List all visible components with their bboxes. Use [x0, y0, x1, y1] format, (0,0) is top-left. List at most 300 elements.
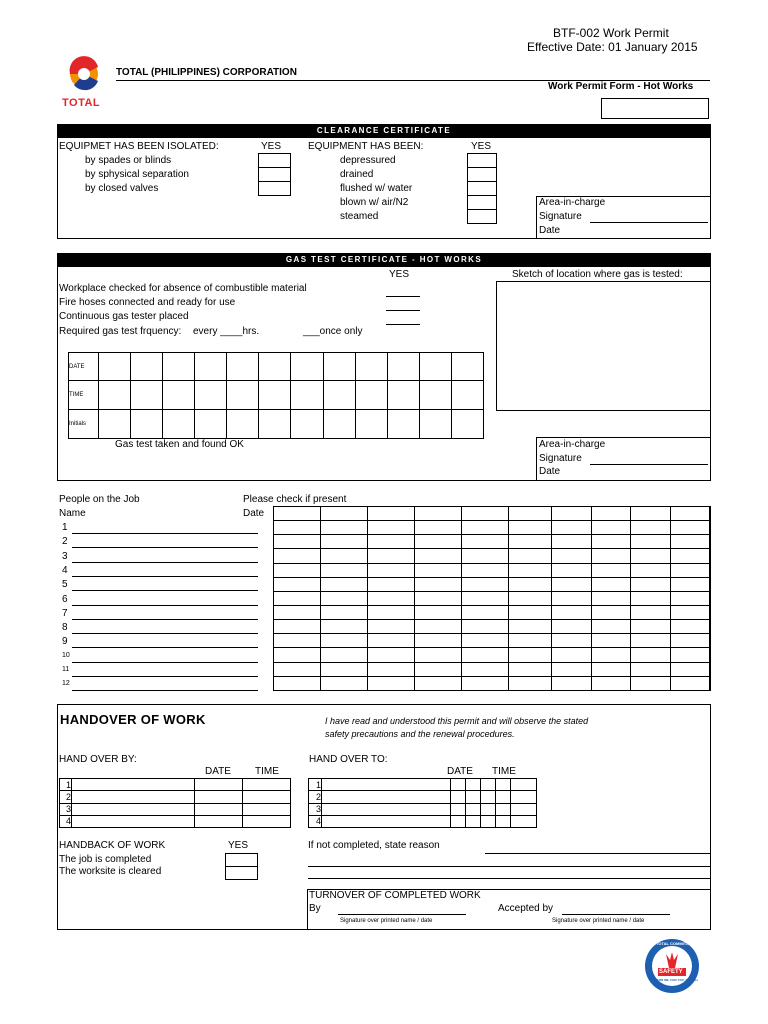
- to-time-header: TIME: [492, 766, 516, 777]
- attendance-check-cell[interactable]: [552, 535, 591, 549]
- gas-yes-line-2[interactable]: [386, 310, 420, 311]
- attendance-check-cell[interactable]: [631, 563, 670, 577]
- attendance-check-cell[interactable]: [368, 634, 415, 648]
- attendance-check-cell[interactable]: [321, 620, 368, 634]
- attendance-check-cell[interactable]: [415, 662, 462, 676]
- date-cell[interactable]: [195, 791, 243, 803]
- attendance-check-cell[interactable]: [591, 676, 630, 690]
- attendance-check-cell[interactable]: [631, 676, 670, 690]
- reason-line-2[interactable]: [308, 866, 710, 867]
- person-number: 10: [62, 652, 70, 659]
- attendance-check-cell[interactable]: [462, 676, 509, 690]
- attendance-check-cell[interactable]: [631, 521, 670, 535]
- attendance-check-cell[interactable]: [368, 591, 415, 605]
- isolated-item-3: by closed valves: [85, 183, 159, 194]
- attendance-check-cell[interactable]: [321, 549, 368, 563]
- hand-over-by-row: [60, 803, 291, 815]
- date-cell[interactable]: [195, 779, 243, 791]
- attendance-date-cell[interactable]: [274, 507, 321, 521]
- time-cell[interactable]: [481, 779, 496, 791]
- date-cell[interactable]: [466, 815, 481, 827]
- gas-grid-cell[interactable]: [451, 410, 483, 439]
- attendance-check-cell[interactable]: [462, 662, 509, 676]
- isolated-checkbox-3[interactable]: [258, 181, 291, 196]
- check-present-label: Please check if present: [243, 494, 347, 505]
- person-number: 12: [62, 680, 70, 687]
- time-cell[interactable]: [243, 803, 291, 815]
- gas-grid-cell[interactable]: [259, 410, 291, 439]
- gas-grid-cell[interactable]: [163, 381, 195, 410]
- attendance-check-cell[interactable]: [415, 605, 462, 619]
- attendance-check-cell[interactable]: [710, 563, 711, 577]
- attendance-check-cell[interactable]: [462, 648, 509, 662]
- date-cell[interactable]: [195, 803, 243, 815]
- attendance-check-cell[interactable]: [321, 676, 368, 690]
- attendance-check-cell[interactable]: [591, 549, 630, 563]
- gas-grid-cell[interactable]: [355, 410, 387, 439]
- gas-grid-initials-label: Initials: [69, 410, 99, 439]
- accepted-by-line[interactable]: [562, 914, 670, 915]
- person-name-line[interactable]: [72, 662, 258, 663]
- attendance-date-cell[interactable]: [591, 507, 630, 521]
- frequency-every[interactable]: every ____hrs.: [193, 326, 260, 337]
- attendance-check-cell[interactable]: [631, 634, 670, 648]
- gas-grid-time-label: TIME: [69, 381, 99, 410]
- attendance-check-cell[interactable]: [274, 591, 321, 605]
- name-label: Name: [59, 508, 86, 519]
- attendance-date-cell[interactable]: [415, 507, 462, 521]
- gas-grid-cell[interactable]: [419, 381, 451, 410]
- isolated-checkbox-2[interactable]: [258, 167, 291, 182]
- attendance-check-cell[interactable]: [710, 521, 711, 535]
- gas-grid-cell[interactable]: [355, 353, 387, 381]
- attendance-check-cell[interactable]: [321, 591, 368, 605]
- attendance-check-cell[interactable]: [509, 676, 552, 690]
- effective-date: Effective Date: 01 January 2015: [527, 40, 698, 54]
- attendance-check-cell[interactable]: [509, 577, 552, 591]
- gas-grid-date-label: DATE: [69, 353, 99, 381]
- attendance-check-cell[interactable]: [415, 521, 462, 535]
- person-name-line[interactable]: [72, 605, 258, 606]
- attendance-check-cell[interactable]: [321, 662, 368, 676]
- been-checkbox-5[interactable]: [467, 209, 497, 224]
- attendance-check-cell[interactable]: [670, 549, 709, 563]
- row-number: 3: [60, 803, 72, 815]
- time-cell[interactable]: [481, 815, 496, 827]
- attendance-check-cell[interactable]: [462, 591, 509, 605]
- attendance-check-cell[interactable]: [631, 620, 670, 634]
- time-cell[interactable]: [481, 803, 496, 815]
- attendance-check-cell[interactable]: [509, 549, 552, 563]
- attendance-check-cell[interactable]: [670, 535, 709, 549]
- attendance-check-cell[interactable]: [670, 648, 709, 662]
- attendance-check-cell[interactable]: [670, 676, 709, 690]
- attendance-check-cell[interactable]: [509, 662, 552, 676]
- attendance-check-cell[interactable]: [552, 591, 591, 605]
- time-cell[interactable]: [496, 791, 511, 803]
- hand-over-by-label: HAND OVER BY:: [59, 754, 137, 765]
- gas-grid-cell[interactable]: [99, 353, 131, 381]
- gas-grid-cell[interactable]: [291, 410, 323, 439]
- worksite-cleared-checkbox[interactable]: [225, 866, 258, 880]
- date-cell[interactable]: [451, 791, 466, 803]
- attendance-check-cell[interactable]: [274, 662, 321, 676]
- attendance-check-cell[interactable]: [710, 620, 711, 634]
- attendance-check-cell[interactable]: [509, 620, 552, 634]
- attendance-check-cell[interactable]: [368, 521, 415, 535]
- attendance-check-cell[interactable]: [274, 521, 321, 535]
- attendance-check-cell[interactable]: [415, 535, 462, 549]
- attendance-check-cell[interactable]: [415, 563, 462, 577]
- person-name-line[interactable]: [72, 576, 258, 577]
- date-cell[interactable]: [466, 791, 481, 803]
- attendance-check-cell[interactable]: [670, 521, 709, 535]
- time-cell[interactable]: [496, 779, 511, 791]
- attendance-check-cell[interactable]: [509, 591, 552, 605]
- gas-grid-cell[interactable]: [387, 410, 419, 439]
- handover-statement-2: safety precautions and the renewal procedures.: [325, 729, 515, 739]
- person-number: 7: [62, 608, 68, 619]
- time-cell[interactable]: [511, 791, 537, 803]
- name-cell[interactable]: [72, 803, 195, 815]
- attendance-check-cell[interactable]: [274, 634, 321, 648]
- attendance-check-cell[interactable]: [710, 591, 711, 605]
- permit-number-box[interactable]: [601, 98, 709, 119]
- attendance-check-cell[interactable]: [274, 605, 321, 619]
- attendance-check-cell[interactable]: [415, 676, 462, 690]
- time-cell[interactable]: [511, 779, 537, 791]
- gas-grid-cell[interactable]: [99, 381, 131, 410]
- attendance-check-cell[interactable]: [274, 577, 321, 591]
- attendance-check-cell[interactable]: [552, 549, 591, 563]
- attendance-date-cell[interactable]: [368, 507, 415, 521]
- turnover-label: TURNOVER OF COMPLETED WORK: [309, 890, 481, 901]
- attendance-check-cell[interactable]: [710, 676, 711, 690]
- attendance-check-cell[interactable]: [670, 620, 709, 634]
- gas-grid-cell[interactable]: [195, 353, 227, 381]
- attendance-check-cell[interactable]: [591, 535, 630, 549]
- attendance-check-cell[interactable]: [552, 676, 591, 690]
- attendance-check-cell[interactable]: [462, 521, 509, 535]
- attendance-check-cell[interactable]: [591, 577, 630, 591]
- attendance-check-cell[interactable]: [591, 563, 630, 577]
- time-cell[interactable]: [481, 791, 496, 803]
- gas-grid-cell[interactable]: [163, 353, 195, 381]
- time-cell[interactable]: [511, 815, 537, 827]
- attendance-date-cell[interactable]: [552, 507, 591, 521]
- attendance-date-cell[interactable]: [321, 507, 368, 521]
- attendance-check-cell[interactable]: [710, 577, 711, 591]
- gas-grid-cell[interactable]: [355, 381, 387, 410]
- been-checkbox-4[interactable]: [467, 195, 497, 210]
- attendance-check-cell[interactable]: [670, 605, 709, 619]
- gas-grid-cell[interactable]: [323, 381, 355, 410]
- attendance-check-cell[interactable]: [368, 676, 415, 690]
- attendance-row: [274, 662, 711, 676]
- gas-yes-line-3[interactable]: [386, 324, 420, 325]
- isolated-yes-header: YES: [261, 141, 282, 152]
- time-cell[interactable]: [496, 815, 511, 827]
- hand-over-by-row: [60, 791, 291, 803]
- hand-over-to-label: HAND OVER TO:: [309, 754, 388, 765]
- attendance-check-cell[interactable]: [552, 577, 591, 591]
- attendance-date-cell[interactable]: [710, 507, 711, 521]
- turnover-by-line[interactable]: [338, 914, 466, 915]
- gas-grid-cell[interactable]: [227, 381, 259, 410]
- attendance-check-cell[interactable]: [670, 563, 709, 577]
- attendance-check-cell[interactable]: [631, 648, 670, 662]
- date-cell[interactable]: [451, 815, 466, 827]
- attendance-check-cell[interactable]: [509, 634, 552, 648]
- attendance-check-cell[interactable]: [274, 549, 321, 563]
- person-name-line[interactable]: [72, 633, 258, 634]
- attendance-check-cell[interactable]: [591, 591, 630, 605]
- person-name-line[interactable]: [72, 533, 258, 534]
- gas-grid-cell[interactable]: [131, 353, 163, 381]
- attendance-row: [274, 535, 711, 549]
- gas-grid-cell[interactable]: [195, 381, 227, 410]
- attendance-check-cell[interactable]: [552, 648, 591, 662]
- clearance-title: CLEARANCE CERTIFICATE: [57, 124, 711, 138]
- attendance-check-cell[interactable]: [415, 634, 462, 648]
- attendance-check-cell[interactable]: [368, 648, 415, 662]
- reason-line-1[interactable]: [485, 853, 710, 854]
- gas-item-3: Continuous gas tester placed: [59, 311, 189, 322]
- person-name-line[interactable]: [72, 676, 258, 677]
- attendance-check-cell[interactable]: [321, 535, 368, 549]
- form-title: Work Permit Form - Hot Works: [548, 81, 694, 92]
- attendance-check-cell[interactable]: [462, 563, 509, 577]
- person-name-line[interactable]: [72, 547, 258, 548]
- gas-grid-cell[interactable]: [163, 410, 195, 439]
- attendance-date-row: [274, 507, 711, 521]
- attendance-check-cell[interactable]: [710, 605, 711, 619]
- name-cell[interactable]: [322, 791, 451, 803]
- person-name-line[interactable]: [72, 590, 258, 591]
- attendance-check-cell[interactable]: [710, 634, 711, 648]
- attendance-check-cell[interactable]: [710, 662, 711, 676]
- gas-grid-cell[interactable]: [291, 381, 323, 410]
- gas-grid-cell[interactable]: [195, 410, 227, 439]
- attendance-check-cell[interactable]: [509, 605, 552, 619]
- attendance-check-cell[interactable]: [509, 648, 552, 662]
- attendance-check-cell[interactable]: [321, 605, 368, 619]
- person-number: 5: [62, 579, 68, 590]
- row-number: 3: [309, 803, 322, 815]
- attendance-date-cell[interactable]: [462, 507, 509, 521]
- logo-text: TOTAL: [62, 97, 101, 109]
- attendance-check-cell[interactable]: [321, 648, 368, 662]
- attendance-check-cell[interactable]: [552, 662, 591, 676]
- clearance-area-label: Area-in-charge: [539, 197, 606, 208]
- attendance-check-cell[interactable]: [631, 549, 670, 563]
- attendance-check-cell[interactable]: [274, 535, 321, 549]
- time-cell[interactable]: [243, 815, 291, 827]
- badge-main-text: SAFETY: [659, 969, 683, 975]
- attendance-check-cell[interactable]: [462, 620, 509, 634]
- badge-top-text: TOTAL COMMITMENT: [656, 941, 698, 946]
- attendance-check-cell[interactable]: [509, 563, 552, 577]
- total-logo-icon: [62, 55, 106, 97]
- attendance-check-cell[interactable]: [368, 605, 415, 619]
- attendance-check-cell[interactable]: [462, 634, 509, 648]
- been-label: EQUIPMENT HAS BEEN:: [308, 141, 424, 152]
- attendance-check-cell[interactable]: [415, 577, 462, 591]
- attendance-check-cell[interactable]: [274, 563, 321, 577]
- been-item-1: depressured: [340, 155, 396, 166]
- name-cell[interactable]: [72, 779, 195, 791]
- attendance-check-cell[interactable]: [415, 648, 462, 662]
- date-cell[interactable]: [466, 779, 481, 791]
- attendance-check-cell[interactable]: [462, 577, 509, 591]
- gas-grid-cell[interactable]: [387, 353, 419, 381]
- time-cell[interactable]: [511, 803, 537, 815]
- name-cell[interactable]: [72, 791, 195, 803]
- attendance-check-cell[interactable]: [631, 591, 670, 605]
- been-checkbox-1[interactable]: [467, 153, 497, 168]
- attendance-check-cell[interactable]: [321, 577, 368, 591]
- attendance-check-cell[interactable]: [710, 549, 711, 563]
- attendance-row: [274, 521, 711, 535]
- sketch-area[interactable]: [496, 281, 711, 411]
- person-name-line[interactable]: [72, 619, 258, 620]
- name-cell[interactable]: [322, 779, 451, 791]
- job-completed-checkbox[interactable]: [225, 853, 258, 867]
- time-cell[interactable]: [496, 803, 511, 815]
- attendance-check-cell[interactable]: [368, 662, 415, 676]
- gas-grid-cell[interactable]: [387, 381, 419, 410]
- gas-signature-label: Signature: [539, 453, 582, 464]
- attendance-check-cell[interactable]: [631, 605, 670, 619]
- attendance-check-cell[interactable]: [591, 634, 630, 648]
- name-cell[interactable]: [72, 815, 195, 827]
- attendance-check-cell[interactable]: [321, 634, 368, 648]
- attendance-check-cell[interactable]: [591, 648, 630, 662]
- attendance-check-cell[interactable]: [591, 521, 630, 535]
- attendance-check-cell[interactable]: [710, 648, 711, 662]
- time-cell[interactable]: [243, 791, 291, 803]
- row-number: 4: [60, 815, 72, 827]
- row-number: 4: [309, 815, 322, 827]
- name-cell[interactable]: [322, 803, 451, 815]
- gas-grid-cell[interactable]: [451, 353, 483, 381]
- attendance-check-cell[interactable]: [591, 620, 630, 634]
- isolated-label: EQUIPMET HAS BEEN ISOLATED:: [59, 141, 219, 152]
- gas-grid-cell[interactable]: [227, 353, 259, 381]
- been-checkbox-2[interactable]: [467, 167, 497, 182]
- attendance-check-cell[interactable]: [670, 662, 709, 676]
- attendance-check-cell[interactable]: [368, 620, 415, 634]
- attendance-check-cell[interactable]: [710, 535, 711, 549]
- date-cell[interactable]: [195, 815, 243, 827]
- gas-yes-line-1[interactable]: [386, 296, 420, 297]
- attendance-check-cell[interactable]: [631, 662, 670, 676]
- attendance-check-cell[interactable]: [670, 591, 709, 605]
- attendance-check-cell[interactable]: [415, 620, 462, 634]
- person-name-line[interactable]: [72, 562, 258, 563]
- gas-grid-cell[interactable]: [99, 410, 131, 439]
- date-cell[interactable]: [466, 803, 481, 815]
- gas-grid-cell[interactable]: [259, 381, 291, 410]
- attendance-check-cell[interactable]: [670, 634, 709, 648]
- attendance-check-cell[interactable]: [591, 605, 630, 619]
- frequency-once[interactable]: ___once only: [303, 326, 363, 337]
- gas-grid-cell[interactable]: [259, 353, 291, 381]
- gas-grid-cell[interactable]: [131, 381, 163, 410]
- date-cell[interactable]: [451, 779, 466, 791]
- attendance-check-cell[interactable]: [321, 563, 368, 577]
- attendance-check-cell[interactable]: [274, 620, 321, 634]
- time-cell[interactable]: [243, 779, 291, 791]
- gas-grid-cell[interactable]: [227, 410, 259, 439]
- reason-line-3[interactable]: [308, 878, 710, 879]
- attendance-check-cell[interactable]: [462, 605, 509, 619]
- attendance-check-cell[interactable]: [368, 577, 415, 591]
- attendance-check-cell[interactable]: [415, 591, 462, 605]
- sig-note-right: Signature over printed name / date: [552, 918, 645, 924]
- attendance-check-cell[interactable]: [631, 535, 670, 549]
- safety-badge-icon: [644, 938, 700, 994]
- attendance-check-cell[interactable]: [368, 549, 415, 563]
- attendance-row: [274, 577, 711, 591]
- attendance-date-cell[interactable]: [670, 507, 709, 521]
- attendance-check-cell[interactable]: [368, 535, 415, 549]
- person-number: 6: [62, 594, 68, 605]
- attendance-check-cell[interactable]: [462, 549, 509, 563]
- gas-grid-cell[interactable]: [419, 353, 451, 381]
- gas-grid-date-row: [69, 353, 484, 381]
- attendance-check-cell[interactable]: [552, 620, 591, 634]
- attendance-check-cell[interactable]: [274, 648, 321, 662]
- attendance-check-cell[interactable]: [415, 549, 462, 563]
- been-checkbox-3[interactable]: [467, 181, 497, 196]
- isolated-checkbox-1[interactable]: [258, 153, 291, 168]
- person-name-line[interactable]: [72, 647, 258, 648]
- attendance-row: [274, 549, 711, 563]
- gas-grid-cell[interactable]: [323, 410, 355, 439]
- by-time-header: TIME: [255, 766, 279, 777]
- attendance-check-cell[interactable]: [552, 521, 591, 535]
- name-cell[interactable]: [322, 815, 451, 827]
- gas-grid-cell[interactable]: [323, 353, 355, 381]
- attendance-check-cell[interactable]: [552, 563, 591, 577]
- attendance-check-cell[interactable]: [631, 577, 670, 591]
- attendance-check-cell[interactable]: [591, 662, 630, 676]
- gas-grid-cell[interactable]: [451, 381, 483, 410]
- gas-grid-cell[interactable]: [291, 353, 323, 381]
- gas-signature-line[interactable]: [590, 464, 708, 465]
- row-number: 2: [309, 791, 322, 803]
- gas-grid-cell[interactable]: [419, 410, 451, 439]
- attendance-check-cell[interactable]: [509, 535, 552, 549]
- attendance-check-cell[interactable]: [462, 535, 509, 549]
- person-number: 8: [62, 622, 68, 633]
- attendance-check-cell[interactable]: [274, 676, 321, 690]
- person-name-line[interactable]: [72, 690, 258, 691]
- attendance-date-cell[interactable]: [509, 507, 552, 521]
- attendance-check-cell[interactable]: [552, 634, 591, 648]
- badge-bottom-text: FOR ME, FOR YOU, FOR ALL: [657, 978, 699, 982]
- attendance-date-cell[interactable]: [631, 507, 670, 521]
- attendance-check-cell[interactable]: [321, 521, 368, 535]
- clearance-signature-line[interactable]: [590, 222, 708, 223]
- attendance-check-cell[interactable]: [552, 605, 591, 619]
- date-cell[interactable]: [451, 803, 466, 815]
- gas-grid-cell[interactable]: [131, 410, 163, 439]
- attendance-check-cell[interactable]: [368, 563, 415, 577]
- attendance-check-cell[interactable]: [509, 521, 552, 535]
- attendance-check-cell[interactable]: [670, 577, 709, 591]
